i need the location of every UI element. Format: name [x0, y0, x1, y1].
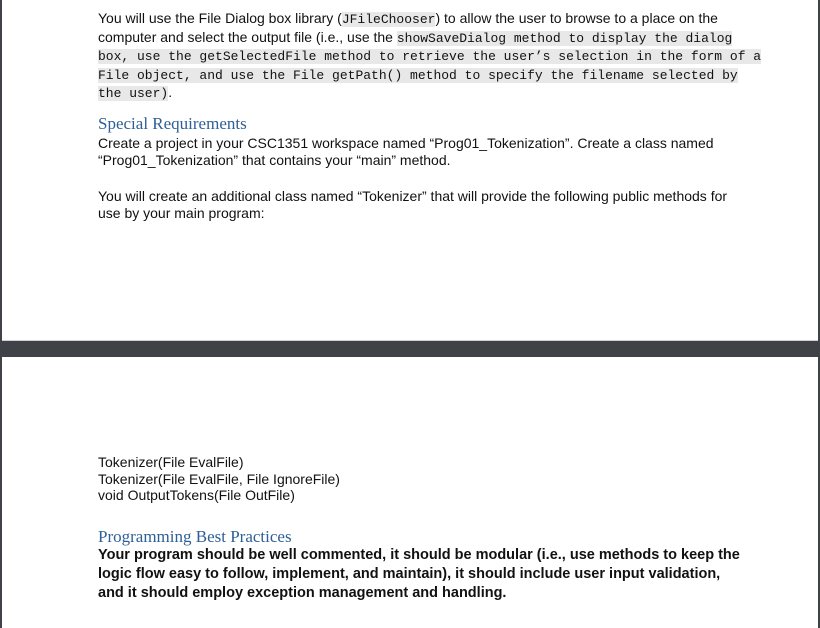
project-paragraph	[98, 135, 738, 168]
page-gap	[0, 341, 820, 357]
paragraph-line: Create a project in your CSC1351 workspace named “Prog01_Tokenization”. Create a class named	[98, 135, 714, 151]
paragraph-line: logic flow easy to follow, implement, and maintain), it should include user input validation,	[98, 566, 721, 582]
paragraph-line: You will create an additional class named “Tokenizer” that will provide the following public methods for	[98, 188, 728, 204]
tokenizer-paragraph	[98, 188, 738, 221]
inline-code: showSaveDialog method to display the dialog	[396, 30, 733, 46]
paragraph-line	[98, 10, 738, 29]
document-page-1	[2, 0, 818, 341]
text-span: You will use the File Dialog box library (	[98, 10, 342, 26]
method-signature: Tokenizer(File EvalFile, File IgnoreFile)	[98, 470, 340, 487]
paragraph-line: Your program should be well commented, it should be modular (i.e., use methods to keep the	[98, 547, 740, 563]
best-practices-heading: Programming Best Practices	[98, 527, 292, 546]
file-dialog-paragraph	[98, 10, 762, 103]
paragraph-line	[98, 29, 738, 48]
text-span: computer and select the output file (i.e., use the	[98, 28, 397, 45]
best-practices-paragraph	[98, 546, 748, 603]
paragraph-line: use by your main program:	[98, 204, 265, 221]
inline-code: JFileChooser	[341, 12, 436, 27]
paragraph-line: “Prog01_Tokenization” that contains your “main” method.	[98, 151, 451, 168]
method-list	[98, 454, 738, 504]
method-signature: void OutputTokens(File OutFile)	[98, 487, 295, 503]
inline-code: box, use the getSelectedFile method to retrieve the user’s selection in the form of a	[98, 49, 762, 64]
method-signature: Tokenizer(File EvalFile)	[98, 454, 244, 470]
special-requirements-heading: Special Requirements	[98, 114, 247, 133]
text-span: .	[168, 84, 173, 100]
text-span: ) to allow the user to browse to a place on the	[435, 10, 718, 26]
document-page-2	[2, 357, 818, 628]
inline-code: the user)	[98, 86, 169, 101]
paragraph-line: and it should employ exception management and handling.	[98, 585, 507, 601]
inline-code: File object, and use the File getPath() method to specify the filename selected by	[98, 67, 738, 83]
